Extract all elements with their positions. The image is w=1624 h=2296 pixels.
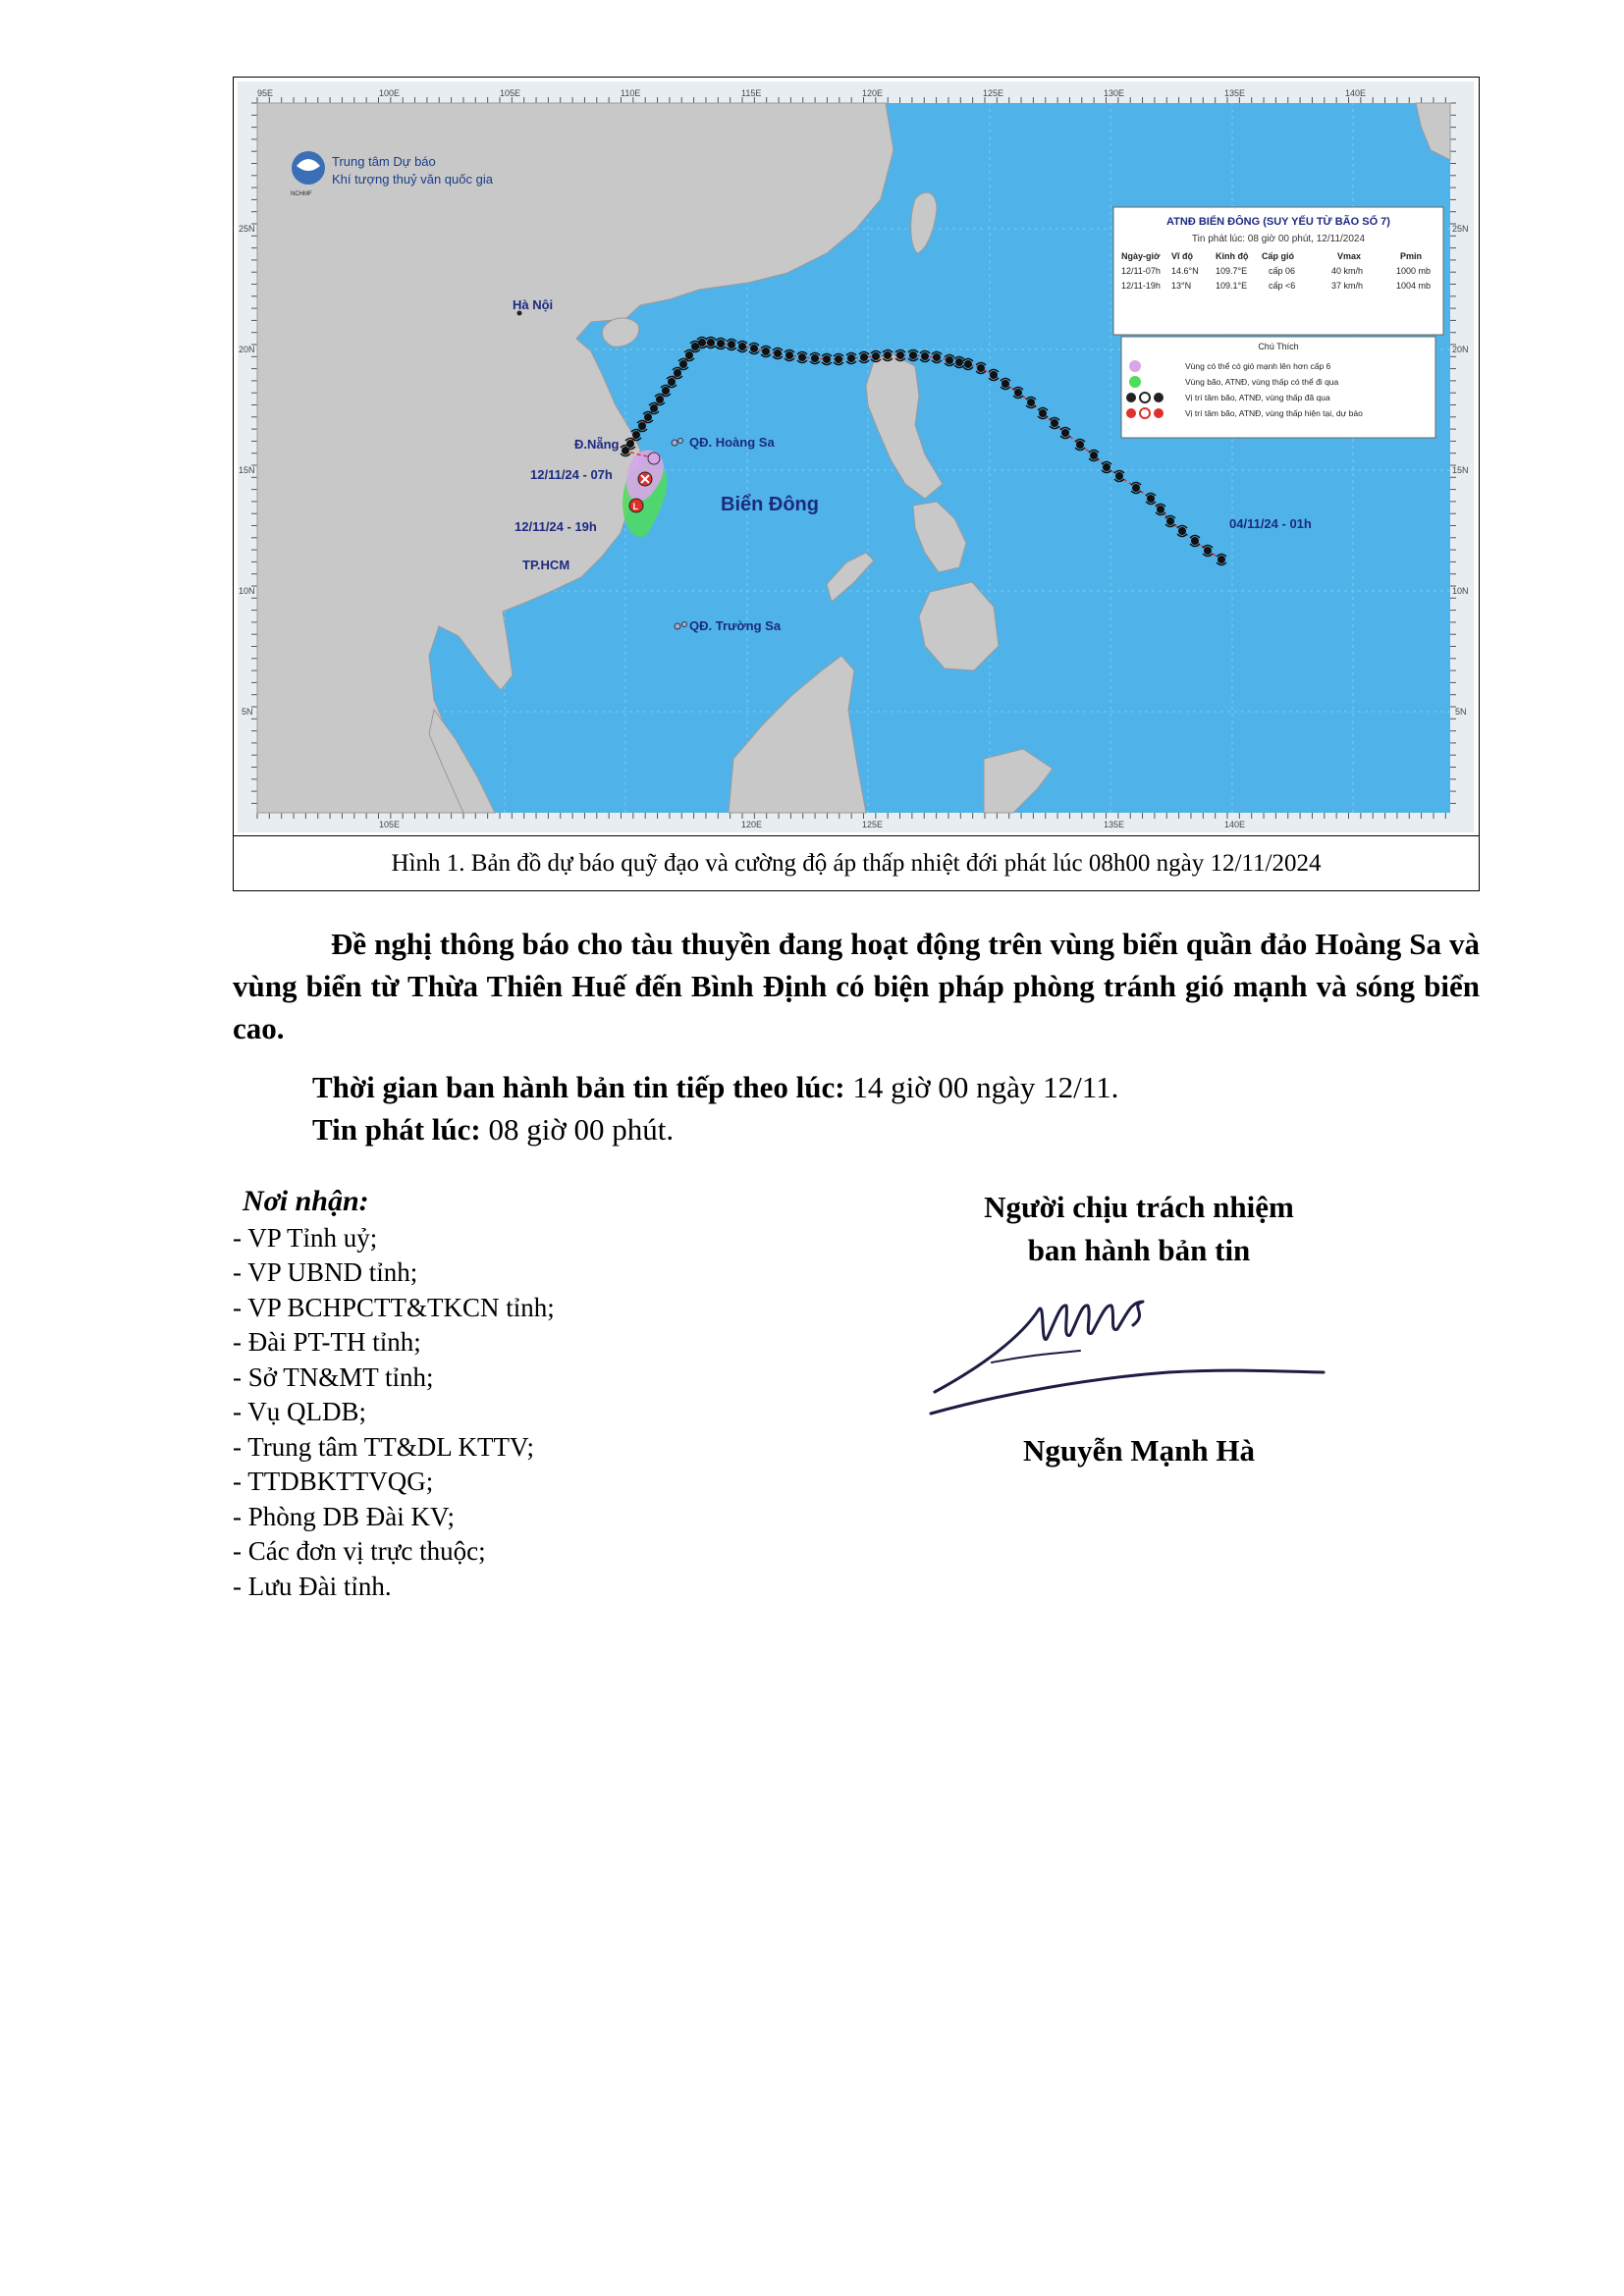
agency-title-2: Khí tượng thuỷ văn quốc gia (332, 172, 493, 187)
info-cell: 109.1°E (1216, 281, 1248, 291)
label-track-t3: 04/11/24 - 01h (1229, 516, 1312, 531)
recipient-item: - TTDBKTTVQG; (233, 1467, 434, 1496)
label-danang: Đ.Nẵng (574, 437, 620, 452)
signer-role-1: Người chịu trách nhiệm (984, 1190, 1294, 1224)
handwritten-signature (923, 1276, 1335, 1423)
past-position-storm-icon (1027, 399, 1035, 406)
past-position-storm-icon (955, 358, 963, 366)
legend-purple-icon (1129, 360, 1141, 372)
low-symbol-icon: L (632, 502, 638, 511)
recipient-item: - Đài PT-TH tỉnh; (233, 1327, 421, 1357)
info-cell: 13°N (1171, 281, 1192, 291)
legend-item: Vị trí tâm bão, ATNĐ, vùng thấp đã qua (1185, 393, 1330, 402)
recipient-item: - VP BCHPCTT&TKCN tỉnh; (233, 1292, 555, 1322)
past-position-storm-icon (707, 339, 715, 347)
past-position-storm-icon (1115, 472, 1123, 480)
label-track-t2: 12/11/24 - 19h (514, 519, 597, 534)
recipient-item: - VP UBND tỉnh; (233, 1257, 418, 1287)
info-cell: 12/11-07h (1121, 266, 1161, 276)
past-position-storm-icon (860, 353, 868, 361)
info-header-cell: Pmin (1400, 251, 1423, 261)
info-header-cell: Kinh độ (1216, 251, 1249, 261)
past-position-storm-icon (1191, 537, 1199, 545)
past-position-storm-icon (909, 351, 917, 359)
lon-label: 100E (379, 88, 401, 98)
past-position-storm-icon (1218, 556, 1225, 563)
lat-label: 15N (239, 465, 255, 475)
info-header-cell: Vĩ độ (1171, 251, 1193, 261)
legend-current-low-icon (1154, 408, 1164, 418)
lat-label-right: 20N (1452, 345, 1469, 354)
past-position-storm-icon (977, 364, 985, 372)
past-position-storm-icon (1204, 547, 1212, 555)
passed-center-marker (648, 453, 660, 464)
past-position-storm-icon (679, 360, 687, 368)
past-position-storm-icon (847, 354, 855, 362)
past-position-storm-icon (632, 431, 640, 439)
truongsa-marker-icon-2 (682, 622, 687, 627)
lon-label: 135E (1224, 88, 1246, 98)
lat-label-right: 5N (1455, 707, 1467, 717)
past-position-storm-icon (1132, 484, 1140, 492)
track-map (238, 81, 1474, 832)
recipient-item: - Phòng DB Đài KV; (233, 1501, 455, 1531)
past-position-storm-icon (668, 378, 676, 386)
right-scale-strip (1450, 81, 1474, 832)
past-position-storm-icon (1076, 441, 1084, 449)
label-biendong: Biển Đông (721, 494, 819, 515)
lon-label-bottom: 105E (379, 820, 401, 829)
lon-label-bottom: 120E (741, 820, 763, 829)
past-position-storm-icon (1051, 419, 1058, 427)
past-position-storm-icon (662, 387, 670, 395)
past-position-storm-icon (946, 356, 953, 364)
info-cell: 1000 mb (1396, 266, 1432, 276)
info-cell: cấp 06 (1269, 266, 1296, 276)
recipient-item: - Các đơn vị trực thuộc; (233, 1536, 486, 1566)
forecast-figure (233, 77, 1480, 891)
label-truongsa: QĐ. Trường Sa (689, 618, 782, 633)
agency-title-1: Trung tâm Dự báo (332, 154, 436, 169)
signer-role-2: ban hành bản tin (1027, 1233, 1251, 1267)
recipient-item: - Trung tâm TT&DL KTTV; (233, 1431, 534, 1462)
past-position-storm-icon (728, 341, 735, 348)
truongsa-marker-icon (675, 623, 680, 629)
past-position-storm-icon (884, 351, 892, 359)
past-position-storm-icon (1166, 517, 1174, 525)
past-position-storm-icon (685, 351, 693, 359)
legend-box (1121, 337, 1435, 438)
label-hoangsa: QĐ. Hoàng Sa (689, 435, 775, 450)
recipients-title: Nơi nhận: (243, 1185, 369, 1217)
past-position-storm-icon (644, 413, 652, 421)
info-cell: cấp <6 (1269, 281, 1296, 291)
legend-frame (1121, 337, 1435, 438)
lon-label: 140E (1345, 88, 1367, 98)
past-position-storm-icon (774, 349, 782, 357)
lon-label: 95E (257, 88, 274, 98)
info-header-cell: Cấp gió (1262, 251, 1294, 261)
info-cell: 12/11-19h (1121, 281, 1161, 291)
legend-title: Chú Thích (1258, 342, 1299, 351)
lon-label: 110E (621, 88, 641, 98)
legend-green-icon (1129, 376, 1141, 388)
label-hcm: TP.HCM (522, 558, 570, 572)
agency-logo-text: NCHMF (291, 191, 312, 197)
next-issue-line (312, 1070, 1118, 1105)
hoangsa-marker-icon-2 (678, 439, 683, 444)
past-position-storm-icon (933, 353, 941, 361)
lat-label-right: 15N (1452, 465, 1469, 475)
info-header-cell: Vmax (1337, 251, 1362, 261)
legend-item: Vùng bão, ATNĐ, vùng thấp có thể đi qua (1185, 377, 1339, 387)
past-position-storm-icon (823, 355, 831, 363)
info-cell: 40 km/h (1331, 266, 1364, 276)
figure-caption: Hình 1. Bản đồ dự báo quỹ đạo và cường độ áp thấp nhiệt đới phát lúc 08h00 ngày 12/11/2024 (234, 835, 1479, 891)
lon-label: 125E (983, 88, 1004, 98)
lon-label: 130E (1104, 88, 1125, 98)
info-cell: 1004 mb (1396, 281, 1432, 291)
hoangsa-marker-icon (672, 440, 677, 446)
past-position-storm-icon (656, 396, 664, 403)
past-position-storm-icon (785, 351, 793, 359)
left-scale-strip (238, 81, 257, 832)
past-position-storm-icon (650, 404, 658, 412)
past-position-storm-icon (811, 354, 819, 362)
past-position-storm-icon (1014, 389, 1022, 397)
past-position-storm-icon (691, 343, 699, 350)
lat-label: 20N (239, 345, 255, 354)
recipients-block (233, 1184, 555, 1604)
label-hanoi: Hà Nội (513, 297, 554, 312)
past-position-storm-icon (1061, 429, 1069, 437)
lon-label: 115E (741, 88, 762, 98)
past-position-storm-icon (990, 371, 998, 379)
legend-item: Vị trí tâm bão, ATNĐ, vùng thấp hiện tại, dự báo (1185, 408, 1363, 418)
lat-label: 10N (239, 586, 255, 596)
recipient-item: - VP Tỉnh uỷ; (233, 1222, 378, 1253)
next-issue-label: Thời gian ban hành bản tin tiếp theo lúc: (312, 1070, 845, 1104)
lon-label: 105E (500, 88, 521, 98)
lat-label: 25N (239, 224, 255, 234)
lon-label-bottom: 140E (1224, 820, 1246, 829)
legend-current-storm-icon (1126, 408, 1136, 418)
past-position-storm-icon (896, 351, 904, 359)
info-cell: 14.6°N (1171, 266, 1199, 276)
advisory-paragraph: Đề nghị thông báo cho tàu thuyền đang hoạt động trên vùng biển quần đảo Hoàng Sa và vùng biển từ Thừa Thiên Huế đến Bình Định có biện pháp phòng tránh gió mạnh và sóng biển cao. (233, 927, 1480, 1045)
legend-item: Vùng có thể có gió mạnh lên hơn cấp 6 (1185, 361, 1331, 371)
lon-label: 120E (862, 88, 884, 98)
past-position-storm-icon (750, 345, 758, 352)
past-position-storm-icon (1039, 409, 1047, 417)
past-position-storm-icon (762, 347, 770, 355)
past-position-storm-icon (964, 360, 972, 368)
map-svg (238, 81, 1474, 832)
lat-label: 5N (242, 707, 253, 717)
issued-at-value: 08 giờ 00 phút. (488, 1112, 675, 1147)
recipient-item: - Lưu Đài tỉnh. (233, 1571, 392, 1601)
past-position-storm-icon (674, 369, 681, 377)
signer-name: Nguyễn Mạnh Hà (1023, 1433, 1255, 1468)
past-position-storm-icon (1178, 527, 1186, 535)
lon-label-bottom: 135E (1104, 820, 1125, 829)
past-position-storm-icon (921, 352, 929, 360)
lat-label-right: 25N (1452, 224, 1469, 234)
info-cell: 37 km/h (1331, 281, 1364, 291)
past-position-storm-icon (1103, 463, 1110, 471)
past-position-storm-icon (1001, 380, 1009, 388)
legend-past-storm-icon (1126, 393, 1136, 402)
past-position-storm-icon (872, 352, 880, 360)
past-position-storm-icon (1157, 506, 1164, 513)
legend-past-low-icon (1154, 393, 1164, 402)
past-position-storm-icon (638, 422, 646, 430)
label-track-t1: 12/11/24 - 07h (530, 467, 613, 482)
issued-at-label: Tin phát lúc: (312, 1112, 481, 1147)
recipient-item: - Sở TN&MT tỉnh; (233, 1362, 434, 1392)
lon-label-bottom: 125E (862, 820, 884, 829)
past-position-storm-icon (717, 340, 725, 347)
past-position-storm-icon (835, 355, 842, 363)
next-issue-value: 14 giờ 00 ngày 12/11. (852, 1070, 1119, 1104)
issued-at-line (312, 1112, 674, 1148)
info-box-title: ATNĐ BIỂN ĐÔNG (SUY YẾU TỪ BÃO SỐ 7) (1166, 216, 1390, 228)
past-position-storm-icon (1147, 495, 1155, 503)
lat-label-right: 10N (1452, 586, 1469, 596)
past-position-storm-icon (738, 343, 746, 350)
info-box (1113, 207, 1443, 335)
recipient-item: - Vụ QLDB; (233, 1397, 367, 1426)
info-header-cell: Ngày-giờ (1121, 251, 1161, 261)
past-position-storm-icon (798, 353, 806, 361)
info-cell: 109.7°E (1216, 266, 1248, 276)
past-position-storm-icon (622, 447, 629, 454)
past-position-storm-icon (1090, 452, 1098, 459)
info-box-subtitle: Tin phát lúc: 08 giờ 00 phút, 12/11/2024 (1191, 234, 1366, 244)
